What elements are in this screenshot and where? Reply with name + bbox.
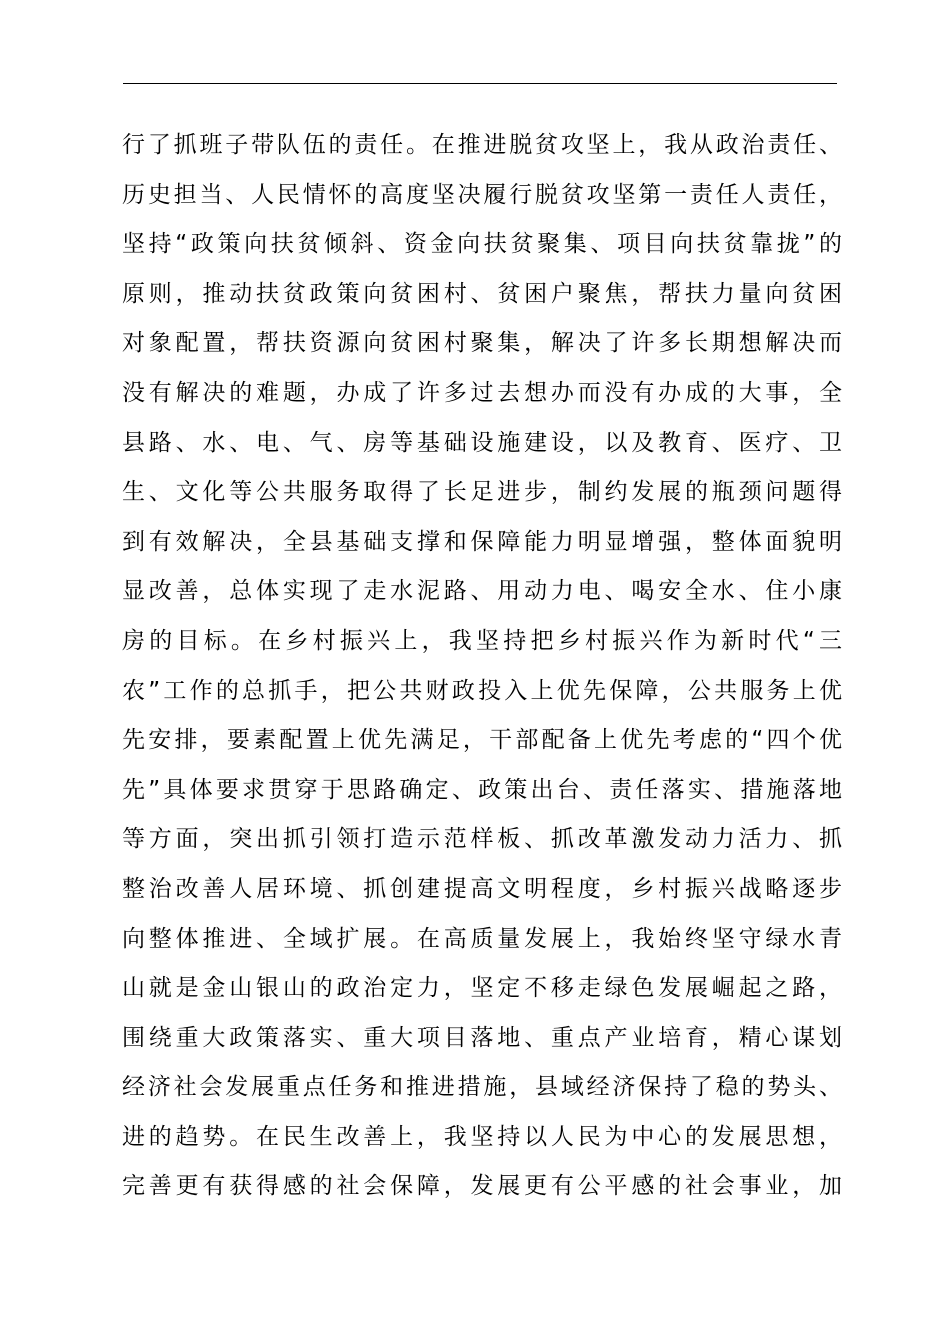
text-line-10: 显改善，总体实现了走水泥路、用动力电、喝安全水、住小康 — [122, 578, 842, 605]
text-line-17: 向整体推进、全域扩展。在高质量发展上，我始终坚守绿水青 — [122, 925, 842, 952]
text-line-11: 房的目标。在乡村振兴上，我坚持把乡村振兴作为新时代“三 — [122, 627, 842, 654]
text-line-13: 先安排，要素配置上优先满足，干部配备上优先考虑的“四个优 — [122, 727, 842, 754]
text-line-5: 对象配置，帮扶资源向贫困村聚集，解决了许多长期想解决而 — [122, 330, 842, 357]
text-line-12: 农”工作的总抓手，把公共财政投入上优先保障，公共服务上优 — [122, 677, 842, 704]
text-line-21: 进的趋势。在民生改善上，我坚持以人民为中心的发展思想， — [122, 1123, 842, 1150]
text-line-22: 完善更有获得感的社会保障，发展更有公平感的社会事业，加 — [122, 1173, 842, 1200]
text-line-19: 围绕重大政策落实、重大项目落地、重点产业培育，精心谋划 — [122, 1024, 842, 1051]
text-line-14: 先”具体要求贯穿于思路确定、政策出台、责任落实、措施落地 — [122, 776, 842, 803]
text-line-3: 坚持“政策向扶贫倾斜、资金向扶贫聚集、项目向扶贫靠拢”的 — [122, 231, 842, 258]
text-line-20: 经济社会发展重点任务和推进措施，县域经济保持了稳的势头、 — [122, 1074, 842, 1101]
text-line-8: 生、文化等公共服务取得了长足进步，制约发展的瓶颈问题得 — [122, 479, 842, 506]
text-line-1: 行了抓班子带队伍的责任。在推进脱贫攻坚上，我从政治责任、 — [122, 132, 842, 158]
text-line-9: 到有效解决，全县基础支撑和保障能力明显增强，整体面貌明 — [122, 528, 842, 555]
header-rule — [123, 83, 837, 84]
text-line-15: 等方面，突出抓引领打造示范样板、抓改革激发动力活力、抓 — [122, 826, 842, 853]
text-line-2: 历史担当、人民情怀的高度坚决履行脱贫攻坚第一责任人责任， — [122, 181, 842, 208]
text-line-7: 县路、水、电、气、房等基础设施建设，以及教育、医疗、卫 — [122, 429, 842, 456]
body-paragraph — [122, 125, 842, 1216]
text-line-4: 原则，推动扶贫政策向贫困村、贫困户聚焦，帮扶力量向贫困 — [122, 280, 842, 307]
text-line-6: 没有解决的难题，办成了许多过去想办而没有办成的大事，全 — [122, 379, 842, 406]
text-line-18: 山就是金山银山的政治定力，坚定不移走绿色发展崛起之路， — [122, 975, 842, 1002]
text-line-16: 整治改善人居环境、抓创建提高文明程度，乡村振兴战略逐步 — [122, 875, 842, 902]
